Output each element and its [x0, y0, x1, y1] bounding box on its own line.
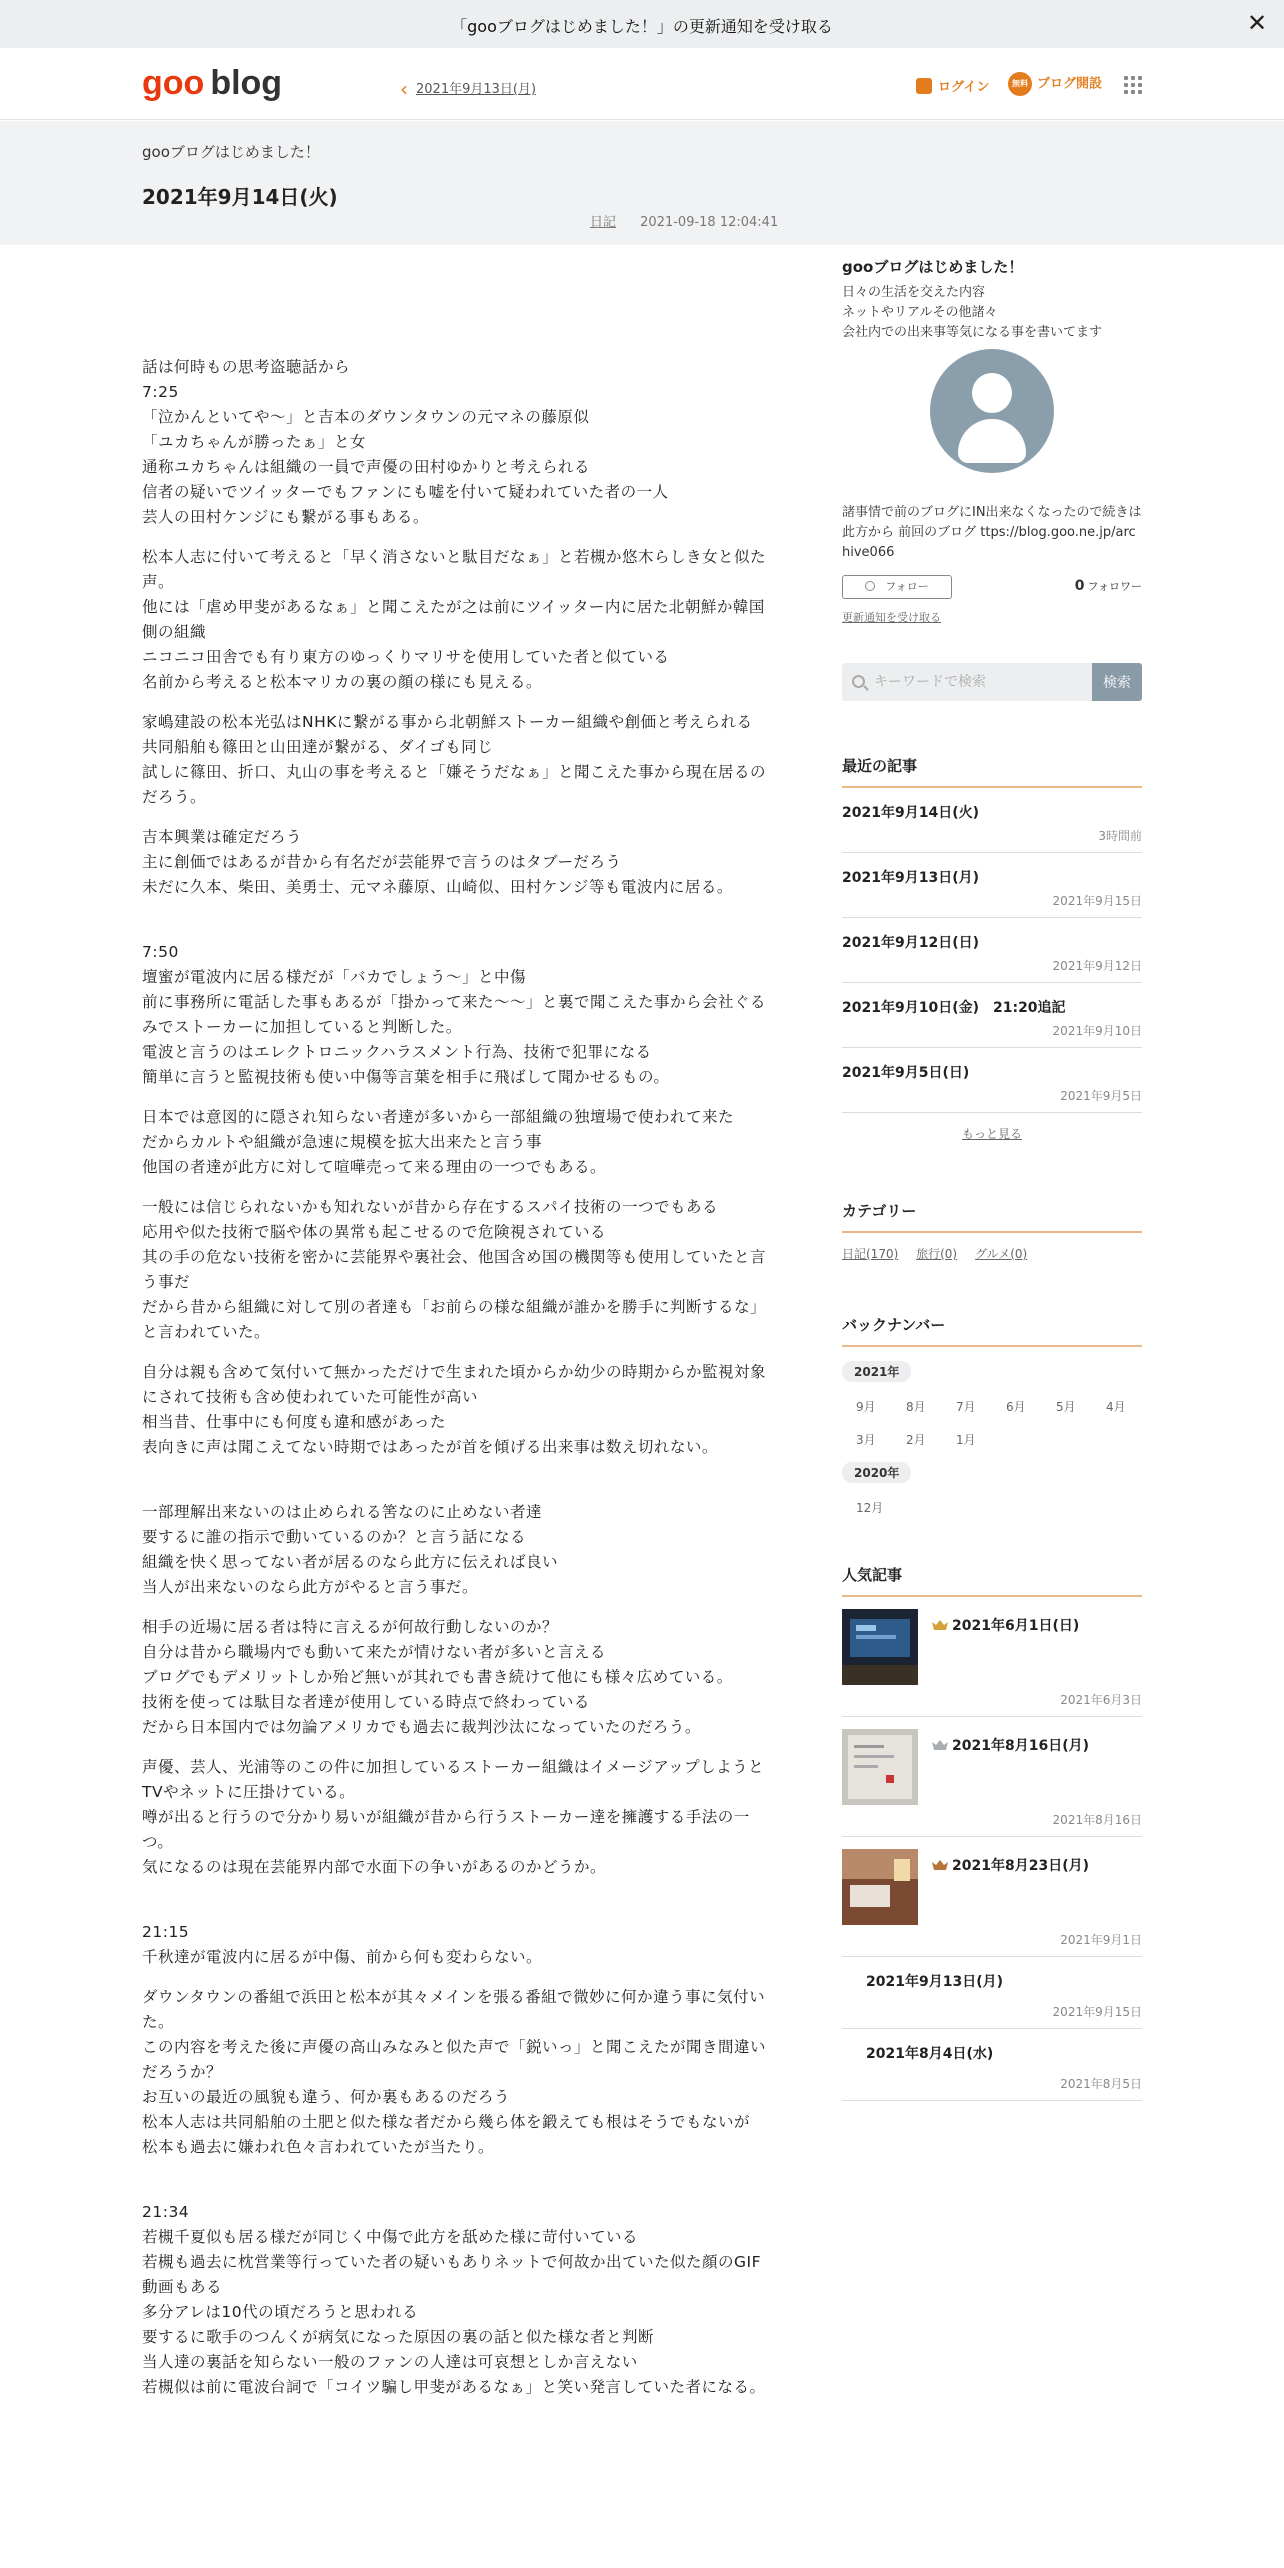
- update-notice-bar[interactable]: [0, 0, 1284, 48]
- back-numbers-title: バックナンバー: [842, 1314, 1142, 1347]
- recent-entry-date: 2021年9月10日: [1052, 1024, 1142, 1038]
- popular-entry-title[interactable]: 2021年8月4日(水): [866, 2046, 994, 2062]
- list-item[interactable]: [842, 788, 1142, 853]
- crown-silver-icon: [932, 1740, 948, 1750]
- category-link-diary[interactable]: 日記(170): [842, 1247, 899, 1261]
- month-link[interactable]: 2月: [906, 1433, 926, 1447]
- year-label-2021: 2021年: [842, 1361, 911, 1382]
- recent-entry-title[interactable]: 2021年9月10日(金) 21:20追記: [842, 1000, 1066, 1016]
- categories: [842, 1200, 1142, 1262]
- entry-title-band: [0, 121, 1284, 245]
- site-header: [0, 48, 1284, 120]
- month-link[interactable]: 1月: [956, 1433, 976, 1447]
- entry-category-link[interactable]: 日記: [590, 215, 617, 230]
- logo-goo: goo: [142, 64, 205, 102]
- recent-entry-title[interactable]: 2021年9月5日(日): [842, 1065, 970, 1081]
- entry-title: 2021年9月14日(火): [142, 185, 338, 209]
- search-icon: [852, 675, 865, 688]
- profile-name[interactable]: gooブログはじめました！: [842, 258, 1024, 276]
- list-item[interactable]: [842, 983, 1142, 1048]
- popular-entry-date: 2021年9月15日: [1052, 2005, 1142, 2019]
- months-2020: [842, 1483, 1142, 1516]
- popular-entry-title-text: 2021年8月16日(月): [952, 1738, 1089, 1754]
- list-item[interactable]: [842, 2029, 1142, 2101]
- popular-entry-title[interactable]: [932, 1855, 1089, 1875]
- article-paragraph: 松本人志に付いて考えると「早く消さないと駄目だなぁ」と若槻か悠木らしき女と似た声。 他には「虐め甲斐があるなぁ」と聞こえたが之は前にツイッター内に居た北朝鮮か韓国側の組織 ニコニコ田舎でも有り東方のゆっくりマリサを使用していた者と似ている 名前から考えると松本マリカの裏の顔の様にも見える。: [142, 548, 767, 691]
- entry-thumbnail[interactable]: [842, 1849, 918, 1925]
- list-item[interactable]: [842, 1957, 1142, 2029]
- follow-label: フォロー: [885, 580, 929, 593]
- categories-title: カテゴリー: [842, 1200, 1142, 1233]
- article-paragraph: 一部理解出来ないのは止められる筈なのに止めない者達 要するに誰の指示で動いているのか？と言う話になる 組織を快く思ってない者が居るのなら此方に伝えれば良い 当人が出来ないのなら此方がやると言う事だ。: [142, 1503, 559, 1596]
- month-link[interactable]: 3月: [856, 1433, 876, 1447]
- article-paragraph: 21:15 千秋達が電波内に居るが中傷、前から何も変わらない。: [142, 1923, 543, 1966]
- more-entries-link[interactable]: もっと見る: [961, 1127, 1022, 1141]
- open-blog-button[interactable]: [1008, 72, 1102, 96]
- month-link[interactable]: 5月: [1056, 1400, 1076, 1414]
- login-button[interactable]: [916, 76, 989, 95]
- recent-entry-date: 2021年9月5日: [1060, 1089, 1142, 1103]
- year-label-2020: 2020年: [842, 1462, 911, 1483]
- article-paragraph: 日本では意図的に隠され知らない者達が多いから一部組織の独壇場で使われて来た だからカルトや組織が急速に規模を拡大出来たと言う事 他国の者達が此方に対して喧嘩売って来る理由の一つでもある。: [142, 1108, 735, 1176]
- month-link[interactable]: 8月: [906, 1400, 926, 1414]
- follower-label: フォロワー: [1087, 580, 1142, 593]
- recent-entries: [842, 755, 1142, 1142]
- month-link[interactable]: 6月: [1006, 1400, 1026, 1414]
- article-body: [142, 355, 772, 2415]
- free-badge-icon: 無料: [1008, 72, 1032, 96]
- list-item[interactable]: [842, 1717, 1142, 1837]
- login-label: ログイン: [938, 80, 990, 95]
- follower-number: 0: [1074, 578, 1085, 594]
- month-link[interactable]: 12月: [856, 1501, 884, 1515]
- follow-row: [842, 575, 1142, 599]
- back-numbers: [842, 1314, 1142, 1516]
- recent-entry-date: 2021年9月15日: [1052, 894, 1142, 908]
- list-item[interactable]: [842, 1597, 1142, 1717]
- article-paragraph: 相手の近場に居る者は特に言えるが何故行動しないのか？ 自分は昔から職場内でも動いて来たが情けない者が多いと言える ブログでもデメリットしか殆ど無いが其れでも書き続けて他にも様々広めている。 技術を使っては駄目な者達が使用している時点で終わっている だから日本国内では勿論アメリカでも過去に裁判沙汰になっていたのだろう。: [142, 1618, 733, 1736]
- prev-entry-link[interactable]: [400, 77, 536, 101]
- popular-entries: [842, 1564, 1142, 2101]
- article-paragraph: 自分は親も含めて気付いて無かっただけで生まれた頃からか幼少の時期からか監視対象にされて技術も含め使われていた可能性が高い 相当昔、仕事中にも何度も違和感があった 表向きに声は聞こえてない時期ではあったが首を傾げる出来事は数え切れない。: [142, 1363, 767, 1456]
- list-item[interactable]: [842, 918, 1142, 983]
- list-item[interactable]: [842, 853, 1142, 918]
- sidebar: [842, 256, 1142, 2101]
- blog-name[interactable]: gooブログはじめました！: [142, 143, 320, 161]
- avatar-body-icon: [958, 419, 1026, 463]
- recent-entries-title: 最近の記事: [842, 755, 1142, 788]
- article-paragraph: 7:50 壇蜜が電波内に居る様だが「バカでしょう～」と中傷 前に事務所に電話した事もあるが「掛かって来た～～」と裏で聞こえた事から会社ぐるみでストーカーに加担していると判断した。 電波と言うのはエレクトロニックハラスメント行為、技術で犯罪になる 簡単に言うと監視技術も使い中傷等言葉を相手に飛ばして聞かせるもの。: [142, 943, 767, 1086]
- update-notice-text[interactable]: 「gooブログはじめました！」の更新通知を受け取る: [451, 17, 833, 36]
- search-input[interactable]: [842, 663, 1092, 701]
- close-icon[interactable]: ✕: [1246, 9, 1268, 37]
- goo-blog-logo[interactable]: [142, 64, 282, 103]
- prev-entry-label: 2021年9月13日(月): [416, 82, 537, 97]
- article-paragraph: 21:34 若槻千夏似も居る様だが同じく中傷で此方を舐めた様に苛付いている 若槻も過去に枕営業等行っていた者の疑いもありネットで何故か出ていた似た顔のGIF動画もある 多分アレは10代の頃だろうと思われる 要するに歌手のつんくが病気になった原因の裏の話と似た様な者と判断 当人達の裏話を知らない一般のファンの人達は可哀想としか言えない 若槻似は前に電波台詞で「コイツ騙し甲斐があるなぁ」と笑い発言していた者になる。: [142, 2203, 766, 2396]
- popular-entry-title[interactable]: [932, 1735, 1089, 1755]
- article-paragraph: 話は何時もの思考盗聴話から 7:25 「泣かんといてや～」と吉本のダウンタウンの元マネの藤原似 「ユカちゃんが勝ったぁ」と女 通称ユカちゃんは組織の一員で声優の田村ゆかりと考えられる 信者の疑いでツイッターでもファンにも嘘を付いて疑われていた者の一人 芸人の田村ケンジにも繋がる事もある。: [142, 358, 669, 526]
- recent-entry-date: 2021年9月12日: [1052, 959, 1142, 973]
- article-paragraph: 吉本興業は確定だろう 主に創価ではあるが昔から有名だが芸能界で言うのはタブーだろう 未だに久本、柴田、美勇士、元マネ藤原、山崎似、田村ケンジ等も電波内に居る。: [142, 828, 733, 896]
- months-2021: [842, 1382, 1142, 1448]
- popular-entry-date: 2021年9月1日: [1060, 1933, 1142, 1947]
- popular-entry-title-text: 2021年6月1日(日): [952, 1618, 1080, 1634]
- chevron-left-icon: ‹: [400, 77, 408, 101]
- person-icon: [865, 581, 875, 591]
- article-paragraph: ダウンタウンの番組で浜田と松本が其々メインを張る番組で微妙に何か違う事に気付いた。 この内容を考えた後に声優の高山みなみと似た声で「鋭いっ」と聞こえたが聞き間違いだろうか？ お互いの最近の風貌も違う、何か裏もあるのだろう 松本人志は共同船舶の土肥と似た様な者だから幾ら体を鍛えても根はそうでもないが 松本も過去に嫌われ色々言われていたが当たり。: [142, 1988, 767, 2156]
- receive-updates-link[interactable]: 更新通知を受け取る: [842, 611, 941, 624]
- entry-thumbnail[interactable]: [842, 1609, 918, 1685]
- popular-entry-date: 2021年8月5日: [1060, 2077, 1142, 2091]
- service-menu-grid-icon[interactable]: [1124, 76, 1142, 94]
- crown-gold-icon: [932, 1620, 948, 1630]
- entry-datetime: 2021-09-18 12:04:41: [640, 215, 779, 230]
- entry-thumbnail[interactable]: [842, 1729, 918, 1805]
- article-paragraph: 声優、芸人、光浦等のこの件に加担しているストーカー組織はイメージアップしようとTVやネットに圧掛けている。 噂が出ると行うので分かり易いが組織が昔から行うストーカー達を擁護する手法の一つ。 気になるのは現在芸能界内部で水面下の争いがあるのかどうか。: [142, 1758, 765, 1876]
- recent-entry-title[interactable]: 2021年9月14日(火): [842, 805, 979, 821]
- profile-note: 諸事情で前のブログにIN出来なくなったので続きは此方から 前回のブログ ttps://blog.goo.ne.jp/archive066: [842, 505, 1142, 560]
- list-item[interactable]: [842, 1048, 1142, 1113]
- blog-search: [842, 663, 1142, 701]
- popular-entry-title-text: 2021年8月23日(月): [952, 1858, 1089, 1874]
- crown-bronze-icon: [932, 1860, 948, 1870]
- avatar[interactable]: [930, 349, 1054, 473]
- lock-icon: [916, 78, 932, 94]
- article-paragraph: 一般には信じられないかも知れないが昔から存在するスパイ技術の一つでもある 応用や似た技術で脳や体の異常も起こせるので危険視されている 其の手の危ない技術を密かに芸能界や裏社会、他国含め国の機関等も使用していたと言う事だ だから昔から組織に対して別の者達も「お前らの様な組織が誰かを勝手に判断するな」と言われていた。: [142, 1198, 767, 1341]
- recent-entry-title[interactable]: 2021年9月12日(日): [842, 935, 979, 951]
- search-button[interactable]: 検索: [1092, 663, 1142, 701]
- popular-entries-title: 人気記事: [842, 1564, 1142, 1597]
- entry-meta: [590, 211, 778, 230]
- logo-blog: blog: [210, 64, 283, 102]
- list-item[interactable]: [842, 1837, 1142, 1957]
- follower-count: [1075, 578, 1142, 594]
- category-links: [842, 1245, 1142, 1262]
- popular-entry-date: 2021年6月3日: [1060, 1693, 1142, 1707]
- month-link[interactable]: 4月: [1106, 1400, 1126, 1414]
- article-paragraph: 家嶋建設の松本光弘はNHKに繋がる事から北朝鮮ストーカー組織や創価と考えられる 共同船舶も篠田と山田達が繋がる、ダイゴも同じ 試しに篠田、折口、丸山の事を考えると「嫌そうだなぁ」と聞こえた事から現在居るのだろう。: [142, 713, 767, 806]
- category-link-gourmet[interactable]: グルメ(0): [974, 1247, 1028, 1261]
- avatar-head-icon: [972, 373, 1012, 413]
- month-link[interactable]: 7月: [956, 1400, 976, 1414]
- popular-entry-title[interactable]: 2021年9月13日(月): [866, 1974, 1003, 1990]
- category-link-travel[interactable]: 旅行(0): [916, 1247, 958, 1261]
- month-link[interactable]: 9月: [856, 1400, 876, 1414]
- follow-button[interactable]: [842, 575, 952, 599]
- recent-entry-title[interactable]: 2021年9月13日(月): [842, 870, 979, 886]
- open-blog-label: ブログ開設: [1037, 76, 1103, 92]
- recent-entry-date: 3時間前: [1098, 829, 1142, 843]
- popular-entry-title[interactable]: [932, 1615, 1079, 1635]
- profile-description: 日々の生活を交えた内容 ネットやリアルその他諸々 会社内での出来事等気になる事を書いてます: [842, 285, 1103, 340]
- popular-entry-date: 2021年8月16日: [1052, 1813, 1142, 1827]
